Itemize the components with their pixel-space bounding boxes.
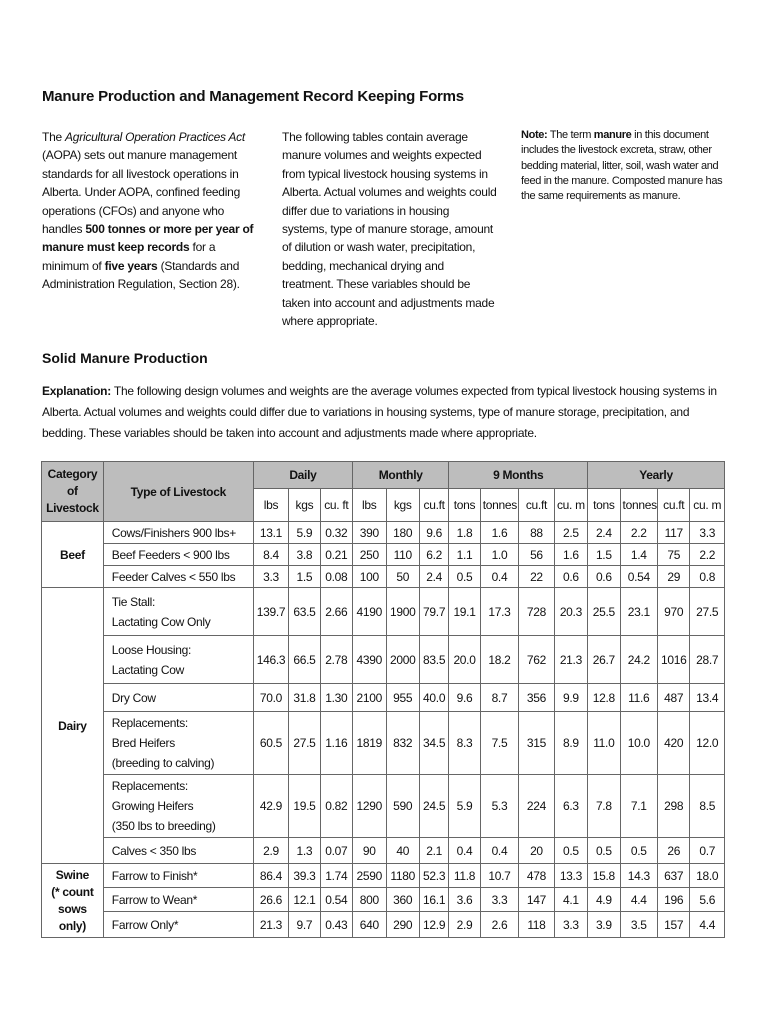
table-cell: 4190 <box>353 588 386 636</box>
header-9-months: 9 Months <box>449 462 588 489</box>
table-cell: 117 <box>658 522 690 544</box>
table-cell: 637 <box>658 864 690 888</box>
table-cell: 18.0 <box>690 864 725 888</box>
table-row <box>42 775 725 838</box>
unit-header: cu.ft <box>658 489 690 522</box>
table-cell: 487 <box>658 684 690 712</box>
table-cell: 5.9 <box>289 522 320 544</box>
table-cell: 315 <box>519 712 554 775</box>
table-cell: 23.1 <box>620 588 657 636</box>
livestock-type: Tie Stall: Lactating Cow Only <box>103 588 253 636</box>
table-cell: 24.5 <box>419 775 448 838</box>
table-cell: 1.5 <box>289 566 320 588</box>
table-cell: 1.16 <box>320 712 352 775</box>
table-cell: 2.66 <box>320 588 352 636</box>
table-cell: 4.4 <box>620 888 657 912</box>
table-cell: 39.3 <box>289 864 320 888</box>
table-cell: 832 <box>386 712 419 775</box>
table-row <box>42 522 725 544</box>
table-cell: 10.0 <box>620 712 657 775</box>
unit-header: lbs <box>253 489 288 522</box>
table-cell: 2.5 <box>554 522 587 544</box>
explanation-label: Explanation: <box>42 384 112 398</box>
table-cell: 1.0 <box>480 544 519 566</box>
table-cell: 63.5 <box>289 588 320 636</box>
table-cell: 12.9 <box>419 912 448 938</box>
table-cell: 5.3 <box>480 775 519 838</box>
table-cell: 83.5 <box>419 636 448 684</box>
table-cell: 800 <box>353 888 386 912</box>
table-cell: 2.4 <box>588 522 620 544</box>
table-cell: 20.3 <box>554 588 587 636</box>
table-cell: 16.1 <box>419 888 448 912</box>
table-cell: 2.2 <box>620 522 657 544</box>
livestock-type: Calves < 350 lbs <box>103 838 253 864</box>
table-cell: 0.54 <box>620 566 657 588</box>
table-row <box>42 864 725 888</box>
table-cell: 2.1 <box>419 838 448 864</box>
table-cell: 27.5 <box>289 712 320 775</box>
table-cell: 250 <box>353 544 386 566</box>
table-cell: 7.5 <box>480 712 519 775</box>
table-cell: 0.5 <box>588 838 620 864</box>
table-cell: 5.9 <box>449 775 480 838</box>
table-cell: 146.3 <box>253 636 288 684</box>
table-cell: 298 <box>658 775 690 838</box>
unit-header: tonnes <box>620 489 657 522</box>
table-row <box>42 588 725 636</box>
intro-tables: The following tables contain average manure volumes and weights expected from typical livestock housing systems in Alberta. Actual volumes and weights could differ due to variations in housing systems, type of manure storage, amount of dilution or wash water, precipitation, bedding, mechanical drying and treatment. These variables should be taken into account and adjustments made where appropriate. <box>282 130 497 329</box>
table-row <box>42 544 725 566</box>
table-row <box>42 636 725 684</box>
livestock-type: Farrow to Wean* <box>103 888 253 912</box>
table-cell: 2.2 <box>690 544 725 566</box>
unit-header: cu. m <box>690 489 725 522</box>
table-cell: 2590 <box>353 864 386 888</box>
table-cell: 11.6 <box>620 684 657 712</box>
table-cell: 1.74 <box>320 864 352 888</box>
table-cell: 1819 <box>353 712 386 775</box>
table-cell: 12.1 <box>289 888 320 912</box>
table-cell: 1.8 <box>449 522 480 544</box>
table-cell: 17.3 <box>480 588 519 636</box>
unit-header: kgs <box>289 489 320 522</box>
table-cell: 0.8 <box>690 566 725 588</box>
table-cell: 955 <box>386 684 419 712</box>
table-cell: 28.7 <box>690 636 725 684</box>
table-cell: 356 <box>519 684 554 712</box>
table-cell: 1.30 <box>320 684 352 712</box>
table-cell: 31.8 <box>289 684 320 712</box>
table-cell: 1900 <box>386 588 419 636</box>
table-cell: 79.7 <box>419 588 448 636</box>
table-cell: 0.5 <box>554 838 587 864</box>
header-category: Category of Livestock <box>42 462 104 522</box>
table-cell: 196 <box>658 888 690 912</box>
table-cell: 3.3 <box>690 522 725 544</box>
unit-header: kgs <box>386 489 419 522</box>
table-cell: 21.3 <box>253 912 288 938</box>
table-row <box>42 684 725 712</box>
table-cell: 1.1 <box>449 544 480 566</box>
table-cell: 13.4 <box>690 684 725 712</box>
table-cell: 157 <box>658 912 690 938</box>
table-cell: 4.1 <box>554 888 587 912</box>
table-cell: 0.5 <box>620 838 657 864</box>
livestock-type: Replacements: Bred Heifers (breeding to calving) <box>103 712 253 775</box>
table-cell: 0.4 <box>449 838 480 864</box>
table-cell: 13.1 <box>253 522 288 544</box>
table-cell: 147 <box>519 888 554 912</box>
table-cell: 34.5 <box>419 712 448 775</box>
table-cell: 1.6 <box>554 544 587 566</box>
table-cell: 9.9 <box>554 684 587 712</box>
table-cell: 2.9 <box>449 912 480 938</box>
table-cell: 20.0 <box>449 636 480 684</box>
table-cell: 762 <box>519 636 554 684</box>
table-cell: 10.7 <box>480 864 519 888</box>
livestock-type: Cows/Finishers 900 lbs+ <box>103 522 253 544</box>
table-cell: 70.0 <box>253 684 288 712</box>
unit-header: cu.ft <box>419 489 448 522</box>
table-cell: 118 <box>519 912 554 938</box>
table-cell: 12.8 <box>588 684 620 712</box>
unit-header: cu. m <box>554 489 587 522</box>
act-name: Agricultural Operation Practices Act <box>65 130 245 144</box>
unit-header: lbs <box>353 489 386 522</box>
table-row <box>42 888 725 912</box>
table-cell: 0.08 <box>320 566 352 588</box>
category-swine: Swine (* count sows only) <box>42 864 104 938</box>
table-cell: 0.43 <box>320 912 352 938</box>
table-cell: 0.21 <box>320 544 352 566</box>
table-cell: 52.3 <box>419 864 448 888</box>
table-cell: 66.5 <box>289 636 320 684</box>
table-cell: 0.7 <box>690 838 725 864</box>
table-cell: 24.2 <box>620 636 657 684</box>
table-cell: 3.9 <box>588 912 620 938</box>
livestock-type: Beef Feeders < 900 lbs <box>103 544 253 566</box>
table-cell: 3.3 <box>480 888 519 912</box>
table-cell: 1.3 <box>289 838 320 864</box>
note-label: Note: <box>521 129 548 141</box>
table-cell: 3.3 <box>554 912 587 938</box>
unit-header: tons <box>588 489 620 522</box>
table-cell: 4390 <box>353 636 386 684</box>
table-cell: 22 <box>519 566 554 588</box>
unit-header: tons <box>449 489 480 522</box>
table-cell: 1.6 <box>480 522 519 544</box>
table-cell: 56 <box>519 544 554 566</box>
table-cell: 390 <box>353 522 386 544</box>
table-cell: 27.5 <box>690 588 725 636</box>
table-cell: 640 <box>353 912 386 938</box>
table-cell: 0.6 <box>554 566 587 588</box>
table-cell: 88 <box>519 522 554 544</box>
table-cell: 3.6 <box>449 888 480 912</box>
table-cell: 0.4 <box>480 566 519 588</box>
table-cell: 4.4 <box>690 912 725 938</box>
table-cell: 3.3 <box>253 566 288 588</box>
unit-header: tonnes <box>480 489 519 522</box>
livestock-type: Farrow to Finish* <box>103 864 253 888</box>
intro-note: Note: The term manure in this document includes the livestock excreta, straw, other bedding material, litter, soil, wash water and feed in the manure. Composted manure has the same requirements as manure. <box>521 129 723 203</box>
table-cell: 0.82 <box>320 775 352 838</box>
unit-header: cu.ft <box>519 489 554 522</box>
table-cell: 18.2 <box>480 636 519 684</box>
table-cell: 2.4 <box>419 566 448 588</box>
table-cell: 2.9 <box>253 838 288 864</box>
header-yearly: Yearly <box>588 462 725 489</box>
table-cell: 2000 <box>386 636 419 684</box>
livestock-type: Farrow Only* <box>103 912 253 938</box>
table-row <box>42 566 725 588</box>
table-cell: 14.3 <box>620 864 657 888</box>
table-cell: 8.3 <box>449 712 480 775</box>
table-cell: 7.1 <box>620 775 657 838</box>
table-cell: 26 <box>658 838 690 864</box>
table-cell: 9.7 <box>289 912 320 938</box>
table-cell: 19.1 <box>449 588 480 636</box>
table-cell: 7.8 <box>588 775 620 838</box>
table-cell: 11.0 <box>588 712 620 775</box>
table-cell: 590 <box>386 775 419 838</box>
header-monthly: Monthly <box>353 462 449 489</box>
header-daily: Daily <box>253 462 352 489</box>
table-cell: 0.6 <box>588 566 620 588</box>
table-cell: 8.4 <box>253 544 288 566</box>
livestock-type: Loose Housing: Lactating Cow <box>103 636 253 684</box>
table-cell: 1.5 <box>588 544 620 566</box>
table-cell: 6.2 <box>419 544 448 566</box>
table-cell: 1.4 <box>620 544 657 566</box>
table-cell: 15.8 <box>588 864 620 888</box>
table-cell: 25.5 <box>588 588 620 636</box>
table-cell: 1290 <box>353 775 386 838</box>
table-cell: 40.0 <box>419 684 448 712</box>
table-cell: 8.5 <box>690 775 725 838</box>
table-cell: 0.32 <box>320 522 352 544</box>
table-cell: 50 <box>386 566 419 588</box>
table-cell: 21.3 <box>554 636 587 684</box>
table-row <box>42 912 725 938</box>
table-cell: 11.8 <box>449 864 480 888</box>
livestock-type: Feeder Calves < 550 lbs <box>103 566 253 588</box>
table-cell: 19.5 <box>289 775 320 838</box>
table-row <box>42 712 725 775</box>
table-cell: 4.9 <box>588 888 620 912</box>
table-cell: 9.6 <box>419 522 448 544</box>
table-cell: 26.7 <box>588 636 620 684</box>
table-cell: 100 <box>353 566 386 588</box>
table-cell: 9.6 <box>449 684 480 712</box>
table-cell: 728 <box>519 588 554 636</box>
table-cell: 5.6 <box>690 888 725 912</box>
table-cell: 180 <box>386 522 419 544</box>
table-cell: 2.6 <box>480 912 519 938</box>
table-cell: 0.07 <box>320 838 352 864</box>
section-title: Solid Manure Production <box>42 350 208 366</box>
category-beef: Beef <box>42 522 104 588</box>
table-cell: 12.0 <box>690 712 725 775</box>
table-row <box>42 838 725 864</box>
table-cell: 0.5 <box>449 566 480 588</box>
livestock-type: Replacements: Growing Heifers (350 lbs to breeding) <box>103 775 253 838</box>
table-cell: 290 <box>386 912 419 938</box>
table-cell: 8.7 <box>480 684 519 712</box>
table-cell: 29 <box>658 566 690 588</box>
table-cell: 90 <box>353 838 386 864</box>
table-cell: 6.3 <box>554 775 587 838</box>
table-cell: 224 <box>519 775 554 838</box>
intro-aopa: The Agricultural Operation Practices Act (AOPA) sets out manure management standards for all livestock operations in Alberta. Under AOPA, confined feeding operations (CFOs) and anyone who handles 500 tonnes or more per year of manure must keep records for a minimum of five years (Standards and Administration Regulation, Section 28). <box>42 130 254 292</box>
table-cell: 0.4 <box>480 838 519 864</box>
header-type: Type of Livestock <box>103 462 253 522</box>
table-cell: 8.9 <box>554 712 587 775</box>
table-cell: 360 <box>386 888 419 912</box>
table-cell: 420 <box>658 712 690 775</box>
table-cell: 86.4 <box>253 864 288 888</box>
table-cell: 13.3 <box>554 864 587 888</box>
livestock-type: Dry Cow <box>103 684 253 712</box>
table-cell: 110 <box>386 544 419 566</box>
table-cell: 139.7 <box>253 588 288 636</box>
table-cell: 1180 <box>386 864 419 888</box>
table-cell: 75 <box>658 544 690 566</box>
table-cell: 42.9 <box>253 775 288 838</box>
category-dairy: Dairy <box>42 588 104 864</box>
table-cell: 20 <box>519 838 554 864</box>
table-cell: 2.78 <box>320 636 352 684</box>
page-title: Manure Production and Management Record Keeping Forms <box>42 88 464 105</box>
unit-header: cu. ft <box>320 489 352 522</box>
manure-table <box>41 461 725 938</box>
explanation: Explanation: The following design volumes and weights are the average volumes expected from typical livestock housing systems in Alberta. Actual volumes and weights could differ due to variations in housing systems, type of manure storage, precipitation, and bedding. These variables should be taken into account and adjustments made where appropriate. <box>42 384 717 440</box>
table-cell: 3.5 <box>620 912 657 938</box>
table-cell: 478 <box>519 864 554 888</box>
table-cell: 60.5 <box>253 712 288 775</box>
table-cell: 0.54 <box>320 888 352 912</box>
table-cell: 40 <box>386 838 419 864</box>
table-cell: 2100 <box>353 684 386 712</box>
table-cell: 3.8 <box>289 544 320 566</box>
table-cell: 970 <box>658 588 690 636</box>
table-cell: 1016 <box>658 636 690 684</box>
table-cell: 26.6 <box>253 888 288 912</box>
